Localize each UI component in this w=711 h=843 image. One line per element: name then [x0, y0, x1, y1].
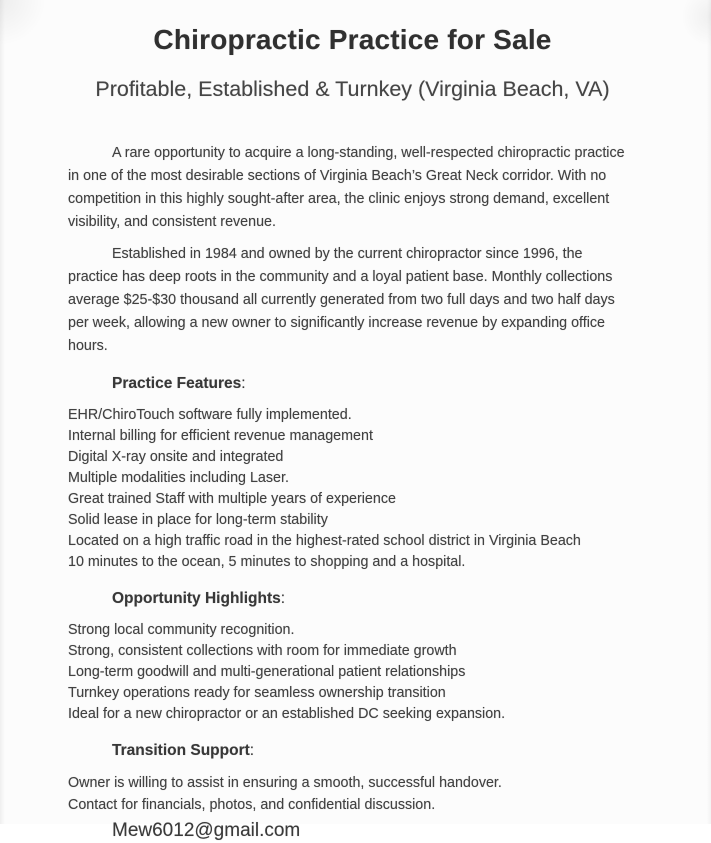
document-subtitle: Profitable, Established & Turnkey (Virginia Beach, VA)	[95, 77, 610, 101]
list-item: Owner is willing to assist in ensuring a smooth, successful handover.	[68, 775, 502, 791]
list-item: Solid lease in place for long-term stability	[68, 512, 328, 528]
section-heading-colon: :	[249, 742, 255, 759]
section-heading-label: Opportunity Highlights	[112, 590, 281, 607]
contact-email: Mew6012@gmail.com	[112, 820, 301, 841]
section-heading-transition-support	[112, 741, 637, 760]
section-heading-colon: :	[280, 590, 286, 607]
section-heading-practice-features	[112, 374, 637, 393]
list-item: Strong, consistent collections with room for immediate growth	[68, 643, 457, 659]
list-item: Contact for financials, photos, and confidential discussion.	[68, 797, 436, 813]
list-item: Digital X-ray onsite and integrated	[68, 449, 284, 465]
section-heading-opportunity-highlights	[112, 589, 637, 608]
list-item: Long-term goodwill and multi-generational patient relationships	[68, 664, 466, 680]
list-item: Internal billing for efficient revenue management	[68, 428, 373, 444]
list-item: Ideal for a new chiropractor or an established DC seeking expansion.	[68, 706, 506, 722]
list-item: EHR/ChiroTouch software fully implemented.	[68, 407, 352, 423]
list-item: Great trained Staff with multiple years of experience	[68, 491, 396, 507]
history-paragraph: Established in 1984 and owned by the current chiropractor since 1996, the practice has deep roots in the community and a loyal patient base. Monthly collections average $25-$30 thousand all currently generated from two full days and two half days per week, allowing a new owner to significantly increase revenue by expanding office hours.	[68, 246, 615, 354]
section-heading-label: Practice Features	[112, 375, 242, 392]
list-item: Multiple modalities including Laser.	[68, 470, 289, 486]
transition-support-list	[68, 772, 637, 816]
opportunity-highlights-list	[68, 620, 637, 725]
section-heading-colon: :	[241, 375, 246, 392]
list-item: Turnkey operations ready for seamless ownership transition	[68, 685, 446, 701]
list-item: Strong local community recognition.	[68, 622, 295, 638]
document-title: Chiropractic Practice for Sale	[153, 24, 552, 55]
list-item: 10 minutes to the ocean, 5 minutes to shopping and a hospital.	[68, 554, 466, 570]
list-item: Located on a high traffic road in the highest-rated school district in Virginia Beach	[68, 533, 581, 549]
practice-features-list	[68, 405, 637, 573]
section-heading-label: Transition Support	[112, 742, 250, 759]
intro-paragraph: A rare opportunity to acquire a long-standing, well-respected chiropractic practice in one of the most desirable sections of Virginia Beach’s Great Neck corridor. With no competition in this highly sought-after area, the clinic enjoys strong demand, excellent visibility, and consistent revenue.	[68, 145, 625, 230]
